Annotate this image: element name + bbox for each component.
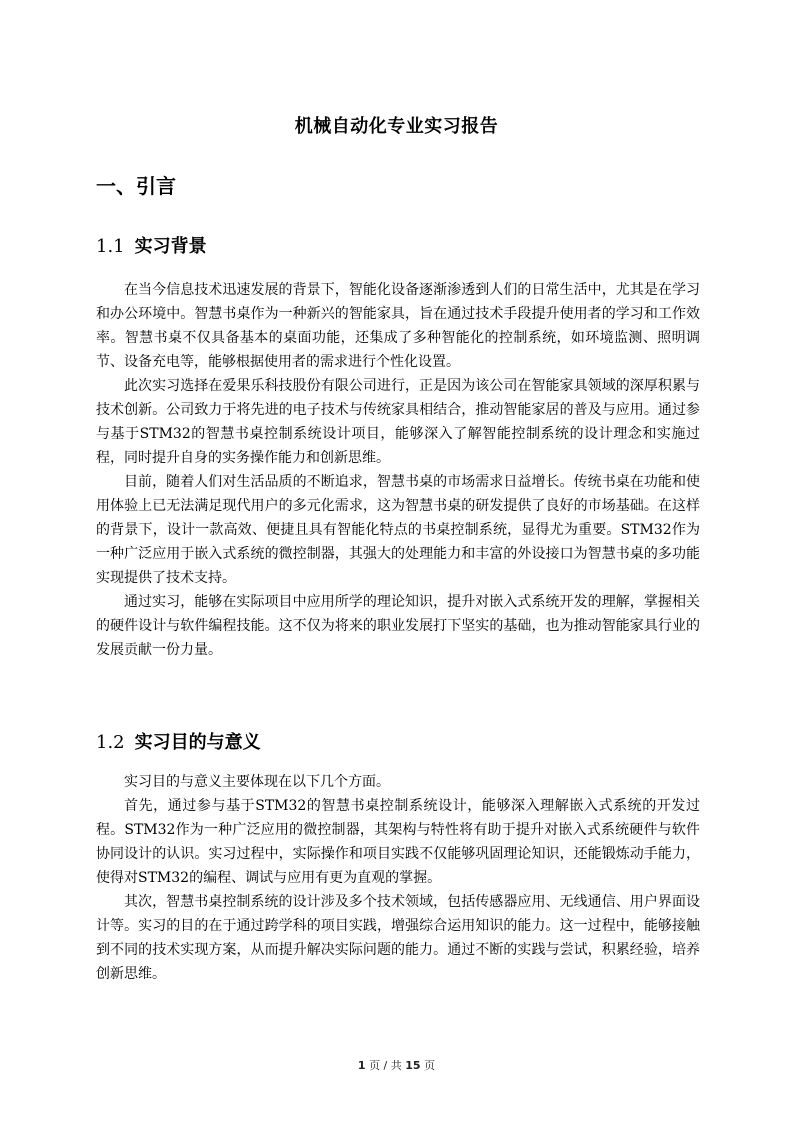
page-number-suffix: 页 bbox=[424, 1059, 436, 1072]
subsection-heading-background bbox=[96, 232, 207, 258]
subsection-number: 1.1 bbox=[96, 236, 125, 257]
page-number-current: 1 bbox=[357, 1059, 366, 1072]
background-body bbox=[96, 278, 700, 662]
paragraph: 在当今信息技术迅速发展的背景下，智能化设备逐渐渗透到人们的日常生活中，尤其是在学习和办公环境中。智慧书桌作为一种新兴的智能家具，旨在通过技术手段提升使用者的学习和工作效率。智慧书桌不仅具备基本的桌面功能，还集成了多种智能化的控制系统，如环境监测、照明调节、设备充电等，能够根据使用者的需求进行个性化设置。 bbox=[96, 282, 700, 370]
paragraph: 实习目的与意义主要体现在以下几个方面。 bbox=[124, 774, 390, 790]
page-number-total: 15 bbox=[405, 1059, 421, 1072]
paragraph: 首先，通过参与基于STM32的智慧书桌控制系统设计，能够深入理解嵌入式系统的开发过程。STM32作为一种广泛应用的微控制器，其架构与特性将有助于提升对嵌入式系统硬件与软件协同设计的认识。实习过程中，实际操作和项目实践不仅能够巩固理论知识，还能锻炼动手能力，使得对STM32的编程、调试与应用有更为直观的掌握。 bbox=[96, 798, 700, 886]
section-heading-introduction: 一、引言 bbox=[96, 174, 176, 198]
purpose-body bbox=[96, 770, 700, 986]
page-number-separator: 页 / 共 bbox=[369, 1059, 402, 1072]
subsection-number: 1.2 bbox=[96, 732, 125, 753]
page-footer bbox=[0, 1057, 793, 1073]
paragraph: 通过实习，能够在实际项目中应用所学的理论知识，提升对嵌入式系统开发的理解，掌握相关的硬件设计与软件编程技能。这不仅为将来的职业发展打下坚实的基础，也为推动智能家具行业的发展贡献一份力量。 bbox=[96, 594, 700, 658]
paragraph: 此次实习选择在爱果乐科技股份有限公司进行，正是因为该公司在智能家具领域的深厚积累与技术创新。公司致力于将先进的电子技术与传统家具相结合，推动智能家居的普及与应用。通过参与基于STM32的智慧书桌控制系统设计项目，能够深入了解智能控制系统的设计理念和实施过程，同时提升自身的实务操作能力和创新思维。 bbox=[96, 378, 700, 466]
subsection-title: 实习背景 bbox=[134, 236, 207, 257]
paragraph: 目前，随着人们对生活品质的不断追求，智慧书桌的市场需求日益增长。传统书桌在功能和使用体验上已无法满足现代用户的多元化需求，这为智慧书桌的研发提供了良好的市场基础。在这样的背景下，设计一款高效、便捷且具有智能化特点的书桌控制系统，显得尤为重要。STM32作为一种广泛应用于嵌入式系统的微控制器，其强大的处理能力和丰富的外设接口为智慧书桌的多功能实现提供了技术支持。 bbox=[96, 474, 700, 586]
paragraph: 其次，智慧书桌控制系统的设计涉及多个技术领域，包括传感器应用、无线通信、用户界面设计等。实习的目的在于通过跨学科的项目实践，增强综合运用知识的能力。这一过程中，能够接触到不同的技术实现方案，从而提升解决实际问题的能力。通过不断的实践与尝试，积累经验，培养创新思维。 bbox=[96, 894, 700, 982]
subsection-title: 实习目的与意义 bbox=[134, 732, 261, 753]
document-title: 机械自动化专业实习报告 bbox=[294, 116, 499, 137]
subsection-heading-purpose bbox=[96, 728, 261, 754]
